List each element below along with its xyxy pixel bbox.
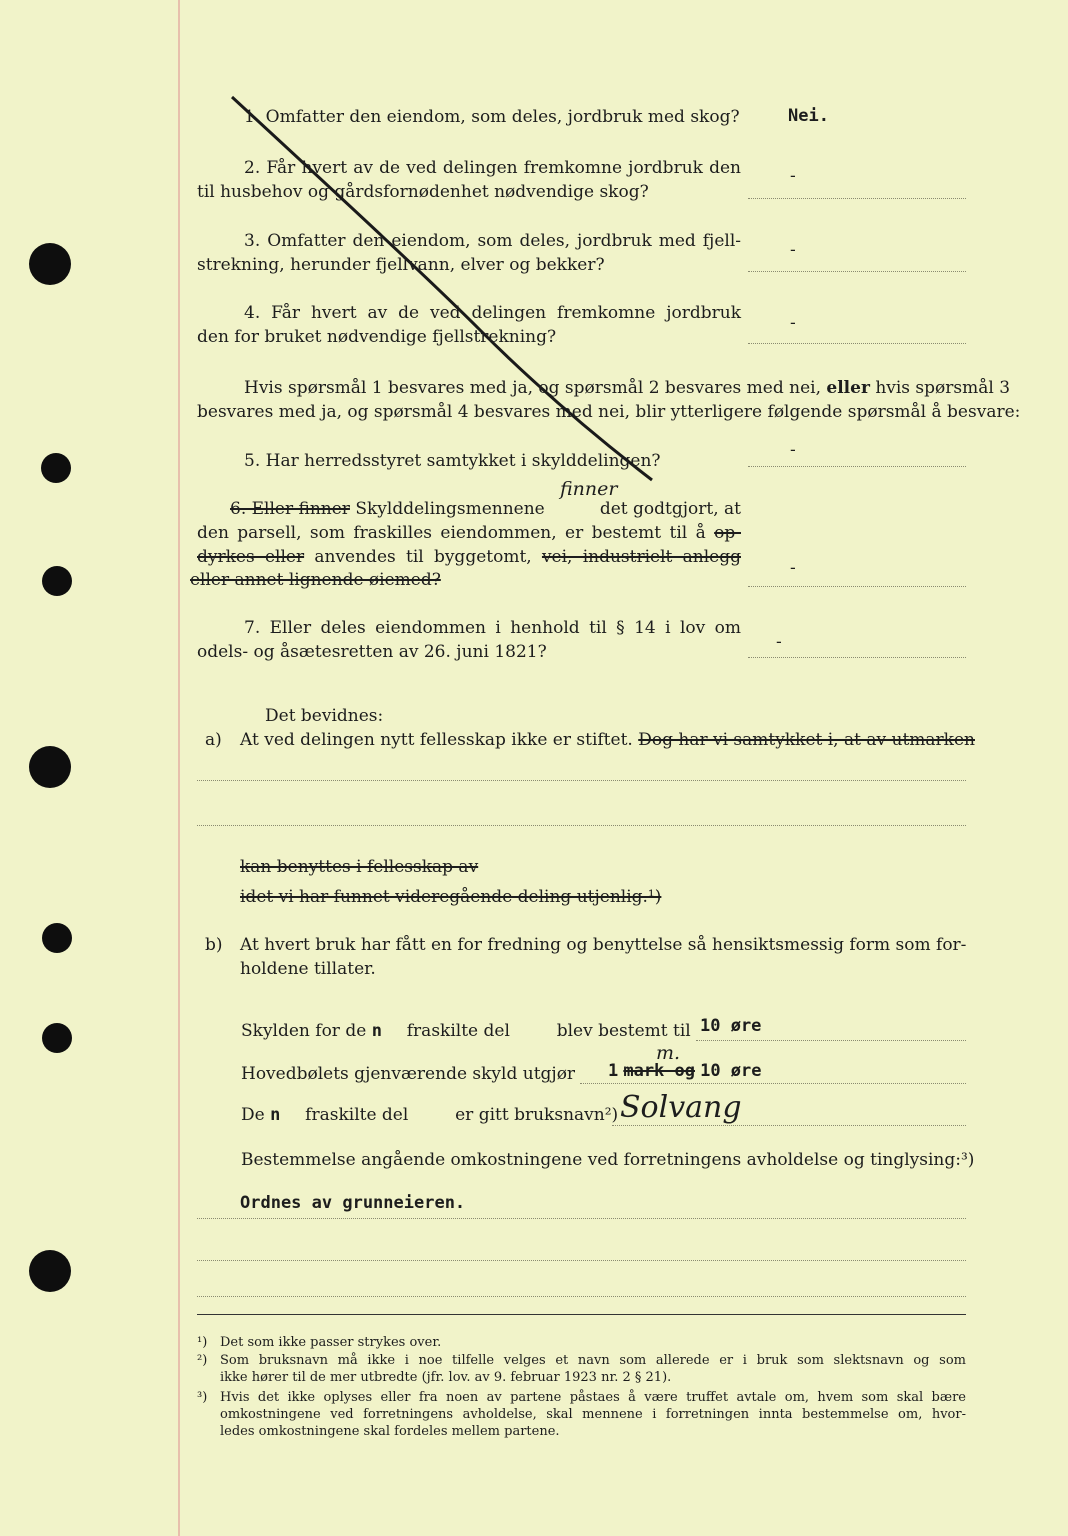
question-text: Omfatter den eiendom, som deles, jordbruk med fjell- <box>267 231 741 251</box>
question-3-line2: strekning, herunder fjellvann, elver og bekker? <box>197 255 605 275</box>
question-text: Omfatter den eiendom, som deles, jordbruk med skog? <box>265 107 740 127</box>
question-number: 7. <box>244 618 261 638</box>
certify-heading: Det bevidnes: <box>265 706 384 726</box>
field-inline-value: n <box>270 1105 281 1125</box>
answer-q7: - <box>776 632 782 652</box>
struck-text: 6. Eller finner <box>230 499 350 519</box>
hoved-value <box>608 1061 762 1081</box>
instruction-bold: eller <box>826 378 870 398</box>
bruks-field <box>241 1104 618 1126</box>
question-6-line4: eller annet lignende øiemed? <box>190 570 441 590</box>
instruction-text: Hvis spørsmål 1 besvares med ja, og spørsmål 2 besvares med nei, <box>244 378 821 398</box>
footnote-3-num: ³) <box>197 1390 208 1405</box>
skyld-value: 10 øre <box>700 1016 762 1036</box>
struck-text: Dog har vi samtykket i, at av utmarken <box>638 730 975 750</box>
hoved-inserted: m. <box>656 1042 681 1064</box>
field-line <box>580 1083 966 1084</box>
question-4-line1 <box>244 302 741 324</box>
field-line <box>696 1040 966 1041</box>
footnote-3-line3: ledes omkostningene skal fordeles mellem partene. <box>220 1424 560 1439</box>
question-number: 2. <box>244 158 261 178</box>
instruction-line1 <box>244 377 1011 399</box>
answer-line <box>748 343 966 344</box>
certify-a-struck-3: idet vi har funnet videregående deling utjenlig.¹) <box>240 887 662 907</box>
answer-q5: - <box>790 440 796 460</box>
question-number: 4. <box>244 303 261 323</box>
field-label: Skylden for de <box>241 1021 367 1041</box>
certify-b-line1: At hvert bruk har fått en for fredning og benyttelse så hensiktsmessig form som for- <box>240 935 967 955</box>
question-7-line1 <box>244 617 741 639</box>
question-text: Får hvert av de ved delingen fremkomne jordbruk <box>271 303 741 323</box>
field-line <box>197 1260 966 1261</box>
bestem-label: Bestemmelse angående omkostningene ved forretningens avholdelse og tinglysing:³) <box>241 1150 975 1170</box>
question-2-line2: til husbehov og gårdsfornødenhet nødvendige skog? <box>197 182 649 202</box>
field-value: 1 <box>608 1061 619 1081</box>
question-text: Får hvert av de ved delingen fremkomne jordbruk den <box>266 158 741 178</box>
instruction-line2: besvares med ja, og spørsmål 4 besvares med nei, blir ytterligere følgende spørsmål å besvare: <box>197 402 1021 422</box>
question-2-line1 <box>244 157 741 179</box>
answer-q4: - <box>790 313 796 333</box>
question-text: den parsell, som fraskilles eiendommen, er bestemt til å <box>197 523 706 543</box>
question-5 <box>244 450 661 472</box>
hoved-label: Hovedbølets gjenværende skyld utgjør <box>241 1064 576 1084</box>
question-number: 3. <box>244 231 261 251</box>
certify-a-text: At ved delingen nytt fellesskap ikke er stiftet. <box>240 730 633 750</box>
field-inline-value: n <box>371 1021 382 1041</box>
question-6-line2 <box>197 522 741 544</box>
certify-a-struck-2: kan benyttes i fellesskap av <box>240 857 479 877</box>
question-6-line1 <box>230 498 741 520</box>
answer-line <box>748 586 966 587</box>
answer-line <box>748 198 966 199</box>
question-text: det godtgjort, at <box>599 499 741 519</box>
footnote-rule <box>197 1314 966 1315</box>
certify-b-label: b) <box>205 935 223 955</box>
answer-q6: - <box>790 558 796 578</box>
footnote-2-line1: Som bruksnavn må ikke i noe tilfelle velges et navn som allerede er i bruk som slektsnavn og som <box>220 1353 966 1368</box>
answer-line <box>748 657 966 658</box>
struck-text: mark og <box>623 1061 695 1081</box>
question-3-line1 <box>244 230 741 252</box>
struck-text: dyrkes eller <box>197 547 305 567</box>
field-label: De <box>241 1105 265 1125</box>
question-number: 5. <box>244 451 261 471</box>
field-label: fraskilte del <box>305 1105 409 1125</box>
blank-line <box>197 825 966 826</box>
question-6-line3 <box>197 546 741 568</box>
question-text: anvendes til byggetomt, <box>314 547 532 567</box>
footnote-3-line1: Hvis det ikke oplyses eller fra noen av partene påstaes å være truffet avtale om, hvem som skal bære <box>220 1390 966 1405</box>
field-label: blev bestemt til <box>556 1021 691 1041</box>
footnote-3-line2: omkostningene ved forretningens avholdelse, skal mennene i forretningen innta bestemmelse om, hvor- <box>220 1407 966 1422</box>
footnote-1-num: ¹) <box>197 1335 208 1350</box>
answer-q2: - <box>790 166 796 186</box>
answer-line <box>748 271 966 272</box>
question-number: 1. <box>244 107 261 127</box>
question-text: Har herredsstyret samtykket i skylddelingen? <box>265 451 661 471</box>
question-7-line2: odels- og åsætesretten av 26. juni 1821? <box>197 642 547 662</box>
certify-a <box>240 729 975 751</box>
struck-text: op- <box>714 523 741 543</box>
bestem-value: Ordnes av grunneieren. <box>240 1193 466 1213</box>
question-1 <box>244 106 740 128</box>
certify-a-label: a) <box>205 730 222 750</box>
footnote-1: Det som ikke passer strykes over. <box>220 1335 442 1350</box>
field-value: 10 øre <box>700 1061 762 1081</box>
field-label: fraskilte del <box>406 1021 510 1041</box>
blank-line <box>197 780 966 781</box>
footnote-2-line2: ikke hører til de mer utbredte (jfr. lov. av 9. februar 1923 nr. 2 § 21). <box>220 1370 672 1385</box>
struck-text: vei, industrielt anlegg <box>541 547 741 567</box>
instruction-text: hvis spørsmål 3 <box>875 378 1011 398</box>
answer-q1: Nei. <box>788 106 829 126</box>
field-label: er gitt bruksnavn²) <box>455 1105 619 1125</box>
certify-b-line2: holdene tillater. <box>240 959 376 979</box>
field-line <box>197 1296 966 1297</box>
question-4-line2: den for bruket nødvendige fjellstrekning? <box>197 327 557 347</box>
bruksnavn-value: Solvang <box>620 1090 742 1125</box>
field-line <box>197 1218 966 1219</box>
skyld-field <box>241 1020 691 1042</box>
answer-line <box>748 466 966 467</box>
question-text: Eller deles eiendommen i henhold til § 14 i lov om <box>269 618 741 638</box>
inserted-word: finner <box>560 478 618 500</box>
footnote-2-num: ²) <box>197 1353 208 1368</box>
question-text: Skylddelingsmennene <box>355 499 545 519</box>
answer-q3: - <box>790 240 796 260</box>
field-line <box>612 1125 966 1126</box>
